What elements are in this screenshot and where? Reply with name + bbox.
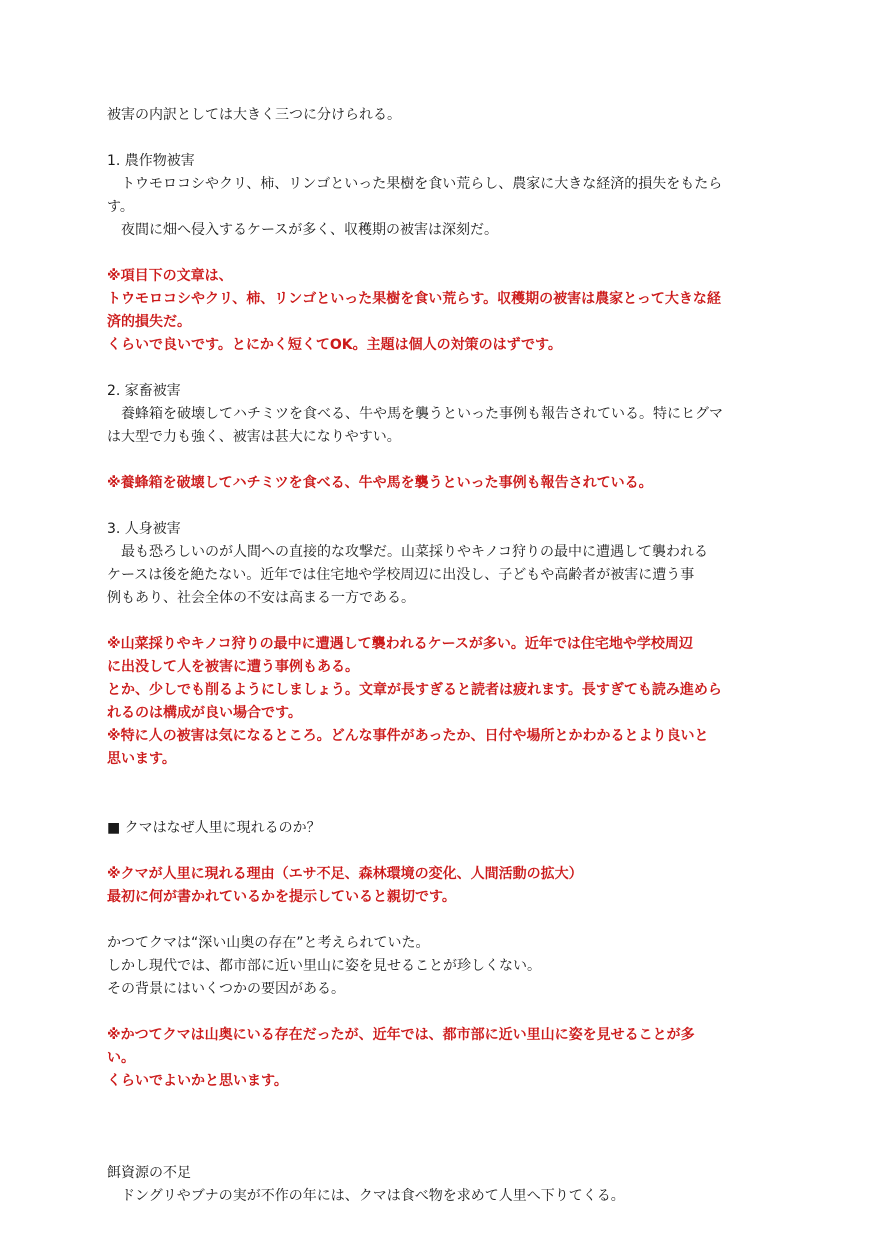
section1-comment-line: 済的損失だ。 — [107, 314, 191, 330]
bear-body-line: かつてクマは“深い山奥の存在”と考えられていた。 — [107, 935, 430, 951]
section1-body-line: す。 — [107, 199, 134, 215]
section3-body-line: ケースは後を絶たない。近年では住宅地や学校周辺に出没し、子どもや高齢者が被害に遭う事 — [107, 567, 695, 583]
section1-comment-line: ※項目下の文章は、 — [107, 268, 233, 284]
food-body-line: ドングリやブナの実が不作の年には、クマは食べ物を求めて人里へ下りてくる。 — [107, 1188, 625, 1204]
intro-text: 被害の内訳としては大きく三つに分けられる。 — [107, 107, 401, 123]
section3-comment-line: に出没して人を被害に遭う事例もある。 — [107, 659, 359, 675]
bear-comment2-line: ※かつてクマは山奥にいる存在だったが、近年では、都市部に近い里山に姿を見せることが多 — [107, 1027, 695, 1043]
section1-comment-line: くらいで良いです。とにかく短くてOK。主題は個人の対策のはずです。 — [107, 337, 562, 353]
section3-comment-line: 思います。 — [107, 751, 176, 767]
section2-heading: 2. 家畜被害 — [107, 383, 181, 399]
section3-comment-line: れるのは構成が良い場合です。 — [107, 705, 302, 721]
section3-body-line: 最も恐ろしいのが人間への直接的な攻撃だ。山菜採りやキノコ狩りの最中に遭遇して襲われる — [107, 544, 709, 560]
section1-comment-line: トウモロコシやクリ、柿、リンゴといった果樹を食い荒らす。収穫期の被害は農家とって大きな経 — [107, 291, 721, 307]
bear-comment1-line: ※クマが人里に現れる理由（エサ不足、森林環境の変化、人間活動の拡大） — [107, 866, 583, 882]
section3-comment-line: とか、少しでも削るようにしましょう。文章が長すぎると読者は疲れます。長すぎても読み進めら — [107, 682, 722, 698]
bear-comment2-line: くらいでよいかと思います。 — [107, 1073, 288, 1089]
section2-comment-line: ※養蜂箱を破壊してハチミツを食べる、牛や馬を襲うといった事例も報告されている。 — [107, 475, 653, 491]
bear-comment2-line: い。 — [107, 1050, 135, 1066]
section3-comment-line: ※山菜採りやキノコ狩りの最中に遭遇して襲われるケースが多い。近年では住宅地や学校周辺 — [107, 636, 693, 652]
section3-body-line: 例もあり、社会全体の不安は高まる一方である。 — [107, 590, 415, 606]
section1-body-line: 夜間に畑へ侵入するケースが多く、収穫期の被害は深刻だ。 — [107, 222, 499, 238]
food-section-heading: 餌資源の不足 — [107, 1165, 191, 1181]
bear-comment1-line: 最初に何が書かれているかを提示していると親切です。 — [107, 889, 456, 905]
bear-body-line: その背景にはいくつかの要因がある。 — [107, 981, 345, 997]
section3-heading: 3. 人身被害 — [107, 521, 181, 537]
bear-section-heading: ■ クマはなぜ人里に現れるのか？ — [107, 820, 321, 836]
section2-body-line: は大型で力も強く、被害は甚大になりやすい。 — [107, 429, 401, 445]
section2-body-line: 養蜂箱を破壊してハチミツを食べる、牛や馬を襲うといった事例も報告されている。特にヒグマ — [107, 406, 723, 422]
section3-comment-line: ※特に人の被害は気になるところ。どんな事件があったか、日付や場所とかわかるとより良いと — [107, 728, 709, 744]
section1-heading: 1. 農作物被害 — [107, 153, 195, 169]
bear-body-line: しかし現代では、都市部に近い里山に姿を見せることが珍しくない。 — [107, 958, 541, 974]
section1-body-line: トウモロコシやクリ、柿、リンゴといった果樹を食い荒らし、農家に大きな経済的損失をもたら — [107, 176, 723, 192]
